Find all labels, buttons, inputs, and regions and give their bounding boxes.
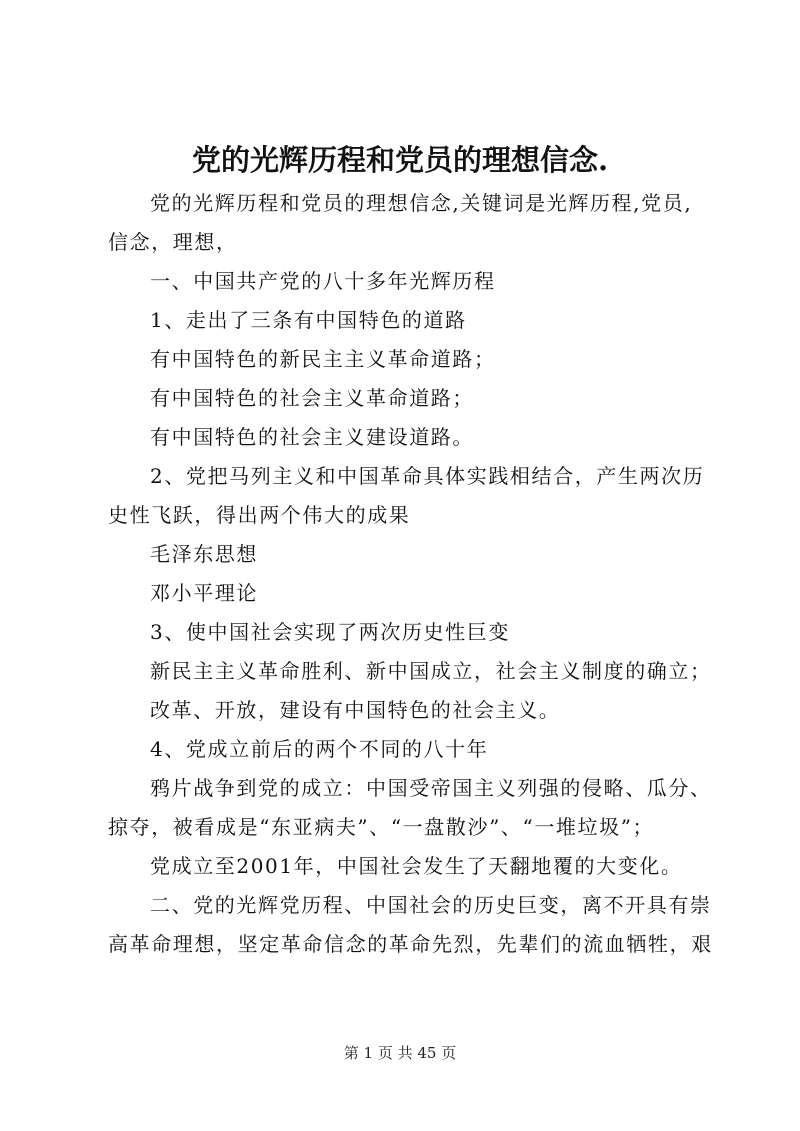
paragraph-line: 掠夺，被看成是“东亚病夫”、“一盘散沙”、“一堆垃圾”；: [108, 815, 655, 839]
subsection-heading: 4、党成立前后的两个不同的八十年: [150, 737, 489, 761]
paragraph-line: 高革命理想，坚定革命信念的革命先烈，先辈们的流血牺牲，艰: [108, 932, 713, 956]
paragraph-line: 党成立至2001年，中国社会发生了天翻地覆的大变化。: [150, 854, 683, 878]
paragraph-line: 有中国特色的社会主义建设道路。: [150, 425, 474, 449]
paragraph-line: 有中国特色的社会主义革命道路；: [150, 386, 474, 410]
subsection-heading: 2、党把马列主义和中国革命具体实践相结合，产生两次历: [150, 464, 705, 488]
page-number-footer: 第 1 页 共 45 页: [343, 1044, 457, 1062]
document-body: [108, 184, 720, 964]
paragraph-line: 邓小平理论: [150, 581, 258, 605]
paragraph-line: 信念，理想，: [108, 230, 238, 254]
paragraph-line: 党的光辉历程和党员的理想信念,关键词是光辉历程,党员,: [150, 191, 693, 215]
paragraph-line: 鸦片战争到党的成立：中国受帝国主义列强的侵略、瓜分、: [150, 776, 712, 800]
subsection-heading: 3、使中国社会实现了两次历史性巨变: [150, 620, 510, 644]
document-title: 党的光辉历程和党员的理想信念.: [191, 143, 609, 177]
paragraph-line: 有中国特色的新民主主义革命道路；: [150, 347, 496, 371]
subsection-heading: 1、走出了三条有中国特色的道路: [150, 308, 467, 332]
section-heading: 二、党的光辉党历程、中国社会的历史巨变，离不开具有崇: [150, 893, 712, 917]
paragraph-line: 毛泽东思想: [150, 542, 258, 566]
paragraph-line: 新民主主义革命胜利、新中国成立，社会主义制度的确立；: [150, 659, 712, 683]
paragraph-line: 史性飞跃，得出两个伟大的成果: [108, 503, 411, 527]
paragraph-line: 改革、开放，建设有中国特色的社会主义。: [150, 698, 561, 722]
section-heading: 一、中国共产党的八十多年光辉历程: [150, 269, 496, 293]
